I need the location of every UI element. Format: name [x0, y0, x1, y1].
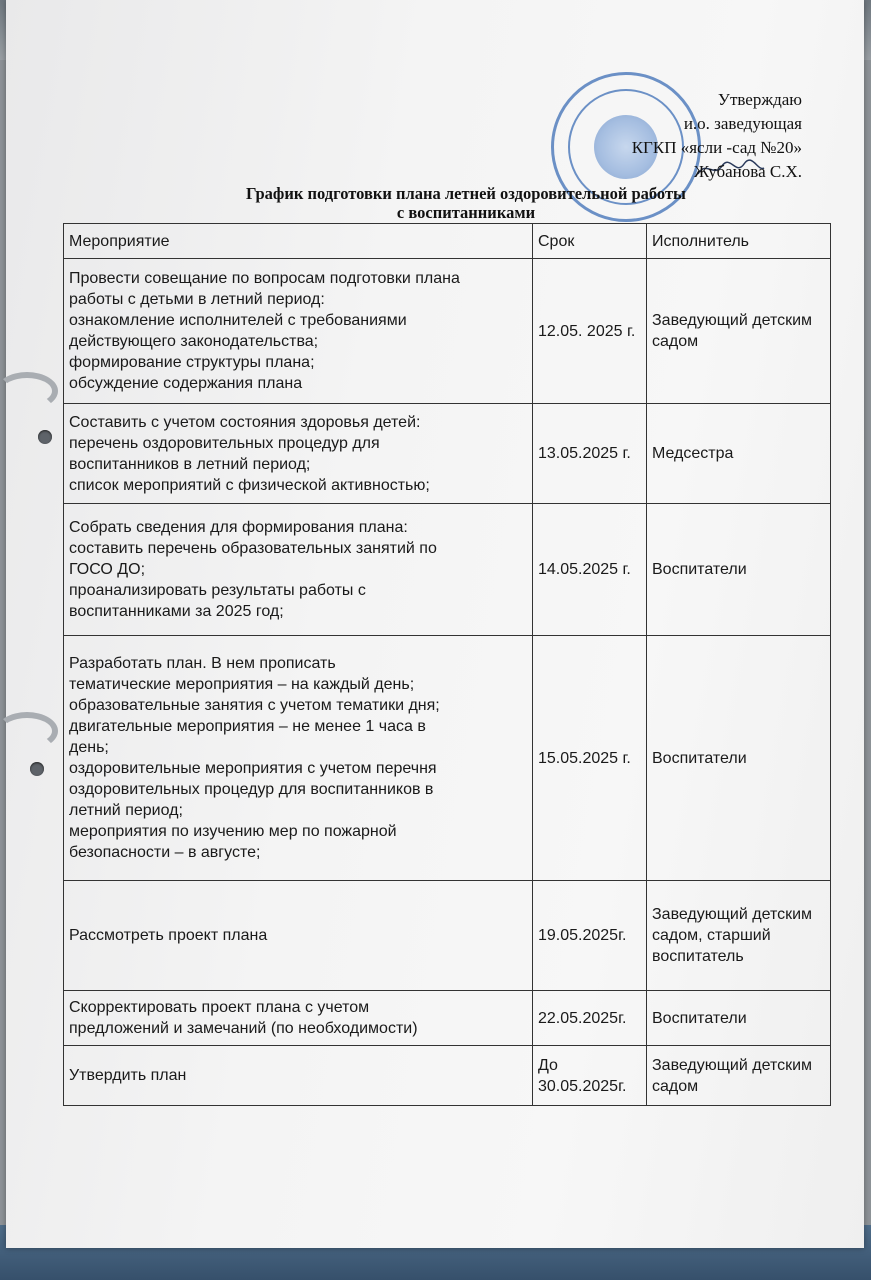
- table-row: [64, 1046, 831, 1106]
- deadline-cell: 22.05.2025г.: [533, 991, 647, 1046]
- approval-line: КГКП «ясли -сад №20»: [631, 138, 802, 157]
- task-line: формирование структуры плана;: [69, 354, 315, 371]
- deadline-cell: 15.05.2025 г.: [533, 636, 647, 881]
- task-line: оздоровительные мероприятия с учетом перечня: [69, 760, 437, 777]
- binder-ring-top: [0, 372, 58, 410]
- table-row: [64, 881, 831, 991]
- document-page: [6, 0, 864, 1248]
- task-line: безопасности – в августе;: [69, 844, 261, 861]
- task-line: образовательные занятия с учетом тематики дня;: [69, 697, 440, 714]
- binder-ring-bottom: [0, 712, 58, 750]
- task-cell: [64, 404, 533, 504]
- task-cell: [64, 504, 533, 636]
- task-line: проанализировать результаты работы с: [69, 582, 366, 599]
- table-header-row: [64, 224, 831, 259]
- task-line: Разработать план. В нем прописать: [69, 655, 336, 672]
- table-row: [64, 404, 831, 504]
- task-cell: [64, 991, 533, 1046]
- header-deadline: Срок: [533, 224, 647, 259]
- executor-cell: Заведующий детским садом, старший воспитатель: [647, 881, 831, 991]
- deadline-cell: 13.05.2025 г.: [533, 404, 647, 504]
- task-line: Провести совещание по вопросам подготовки плана: [69, 270, 460, 287]
- task-line: Составить с учетом состояния здоровья детей:: [69, 413, 421, 431]
- punch-hole-top: [38, 430, 52, 444]
- task-cell: [64, 1046, 533, 1106]
- document-title: [156, 184, 776, 222]
- approval-line: и.о. заведующая: [683, 114, 802, 133]
- executor-cell: Заведующий детским садом: [647, 259, 831, 404]
- deadline-cell: 14.05.2025 г.: [533, 504, 647, 636]
- approval-line: Утверждаю: [717, 90, 802, 109]
- task-line: работы с детьми в летний период:: [69, 291, 325, 308]
- task-line: тематические мероприятия – на каждый день;: [69, 676, 415, 693]
- task-line: Утвердить план: [69, 1067, 187, 1084]
- task-line: оздоровительных процедур для воспитанников в: [69, 781, 434, 798]
- task-line: воспитанников в летний период;: [69, 455, 311, 473]
- task-line: мероприятия по изучению мер по пожарной: [69, 823, 397, 840]
- approval-block: [632, 88, 802, 184]
- schedule-table: [63, 223, 831, 1106]
- task-line: перечень оздоровительных процедур для: [69, 434, 380, 452]
- task-line: воспитанниками за 2025 год;: [69, 603, 284, 620]
- task-line: предложений и замечаний (по необходимости): [69, 1020, 418, 1037]
- table-row: [64, 991, 831, 1046]
- header-executor: Исполнитель: [647, 224, 831, 259]
- task-line: ознакомление исполнителей с требованиями: [69, 312, 407, 329]
- executor-cell: Заведующий детским садом: [647, 1046, 831, 1106]
- task-line: двигательные мероприятия – не менее 1 часа в: [69, 718, 426, 735]
- title-line-2: с воспитанниками: [396, 203, 536, 222]
- task-cell: [64, 636, 533, 881]
- executor-cell: Медсестра: [647, 404, 831, 504]
- approval-line: Жубанова С.Х.: [693, 162, 802, 181]
- table-row: [64, 504, 831, 636]
- task-line: Собрать сведения для формирования плана:: [69, 519, 408, 536]
- executor-cell: Воспитатели: [647, 991, 831, 1046]
- task-line: действующего законодательства;: [69, 333, 319, 350]
- task-cell: [64, 881, 533, 991]
- task-line: Скорректировать проект плана с учетом: [69, 999, 370, 1016]
- table-row: [64, 636, 831, 881]
- deadline-cell: 19.05.2025г.: [533, 881, 647, 991]
- task-line: обсуждение содержания плана: [69, 375, 303, 392]
- deadline-cell: 12.05. 2025 г.: [533, 259, 647, 404]
- task-cell: [64, 259, 533, 404]
- task-line: ГОСО ДО;: [69, 561, 146, 578]
- executor-cell: Воспитатели: [647, 636, 831, 881]
- task-line: список мероприятий с физической активностью;: [69, 476, 430, 494]
- task-line: составить перечень образовательных занятий по: [69, 540, 437, 557]
- punch-hole-bottom: [30, 762, 44, 776]
- header-task: Мероприятие: [64, 224, 533, 259]
- task-line: день;: [69, 739, 109, 756]
- deadline-cell: До 30.05.2025г.: [533, 1046, 647, 1106]
- task-line: летний период;: [69, 802, 183, 819]
- title-line-1: График подготовки плана летней оздоровительной работы: [246, 184, 686, 203]
- executor-cell: Воспитатели: [647, 504, 831, 636]
- table-row: [64, 259, 831, 404]
- task-line: Рассмотреть проект плана: [69, 927, 268, 944]
